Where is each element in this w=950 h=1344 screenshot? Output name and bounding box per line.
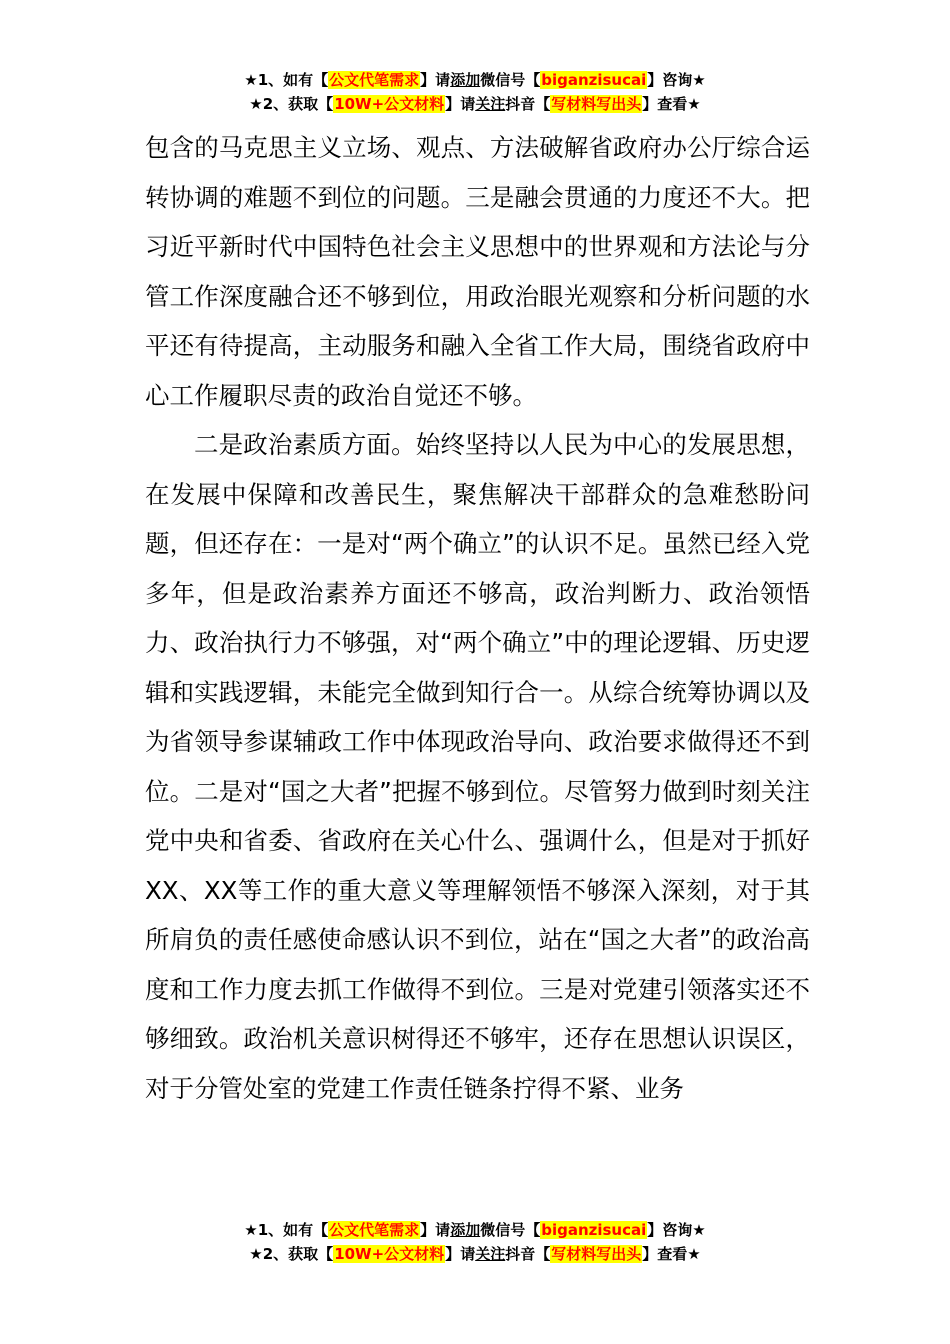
banner-line-2: ★2、获取【10W+公文材料】请关注抖音【写材料写出头】查看★ bbox=[249, 1245, 701, 1263]
paragraph: 二是政治素质方面。始终坚持以人民为中心的发展思想，在发展中保障和改善民生，聚焦解决干部群众的急难愁盼问题，但还存在：一是对“两个确立”的认识不足。虽然已经入党多年，但是政治素养方面还不够高，政治判断力、政治领悟力、政治执行力不够强，对“两个确立”中的理论逻辑、历史逻辑和实践逻辑，未能完全做到知行合一。从综合统筹协调以及为省领导参谋辅政工作中体现政治导向、政治要求做得还不到位。二是对“国之大者”把握不够到位。尽管努力做到时刻关注党中央和省委、省政府在关心什么、强调什么，但是对于抓好XX、XX等工作的重大意义等理解领悟不够深入深刻，对于其所肩负的责任感使命感认识不到位，站在“国之大者”的政治高度和工作力度去抓工作做得不到位。三是对党建引领落实还不够细致。政治机关意识树得还不够牢，还存在思想认识误区，对于分管处室的党建工作责任链条拧得不紧、业务 bbox=[145, 430, 810, 1103]
banner-highlight-materials: 10W+公文材料 bbox=[334, 1245, 445, 1263]
banner-highlight-service: 公文代笔需求 bbox=[329, 71, 420, 89]
banner-line-1: ★1、如有【公文代笔需求】请添加微信号【biganzisucai】咨询★ bbox=[244, 71, 706, 89]
footer-banner bbox=[0, 1218, 950, 1266]
banner-highlight-materials: 10W+公文材料 bbox=[334, 95, 445, 113]
header-banner bbox=[0, 68, 950, 116]
document-body bbox=[145, 123, 810, 1113]
paragraph: 包含的马克思主义立场、观点、方法破解省政府办公厅综合运转协调的难题不到位的问题。三是融会贯通的力度还不大。把习近平新时代中国特色社会主义思想中的世界观和方法论与分管工作深度融合还不够到位，用政治眼光观察和分析问题的水平还有待提高，主动服务和融入全省工作大局，围绕省政府中心工作履职尽责的政治自觉还不够。 bbox=[145, 133, 810, 410]
banner-line-2: ★2、获取【10W+公文材料】请关注抖音【写材料写出头】查看★ bbox=[249, 95, 701, 113]
banner-highlight-service: 公文代笔需求 bbox=[329, 1221, 420, 1239]
banner-highlight-douyin: 写材料写出头 bbox=[551, 95, 642, 113]
banner-highlight-douyin: 写材料写出头 bbox=[551, 1245, 642, 1263]
banner-line-1: ★1、如有【公文代笔需求】请添加微信号【biganzisucai】咨询★ bbox=[244, 1221, 706, 1239]
banner-highlight-wechat-id: biganzisucai bbox=[541, 71, 647, 89]
banner-highlight-wechat-id: biganzisucai bbox=[541, 1221, 647, 1239]
